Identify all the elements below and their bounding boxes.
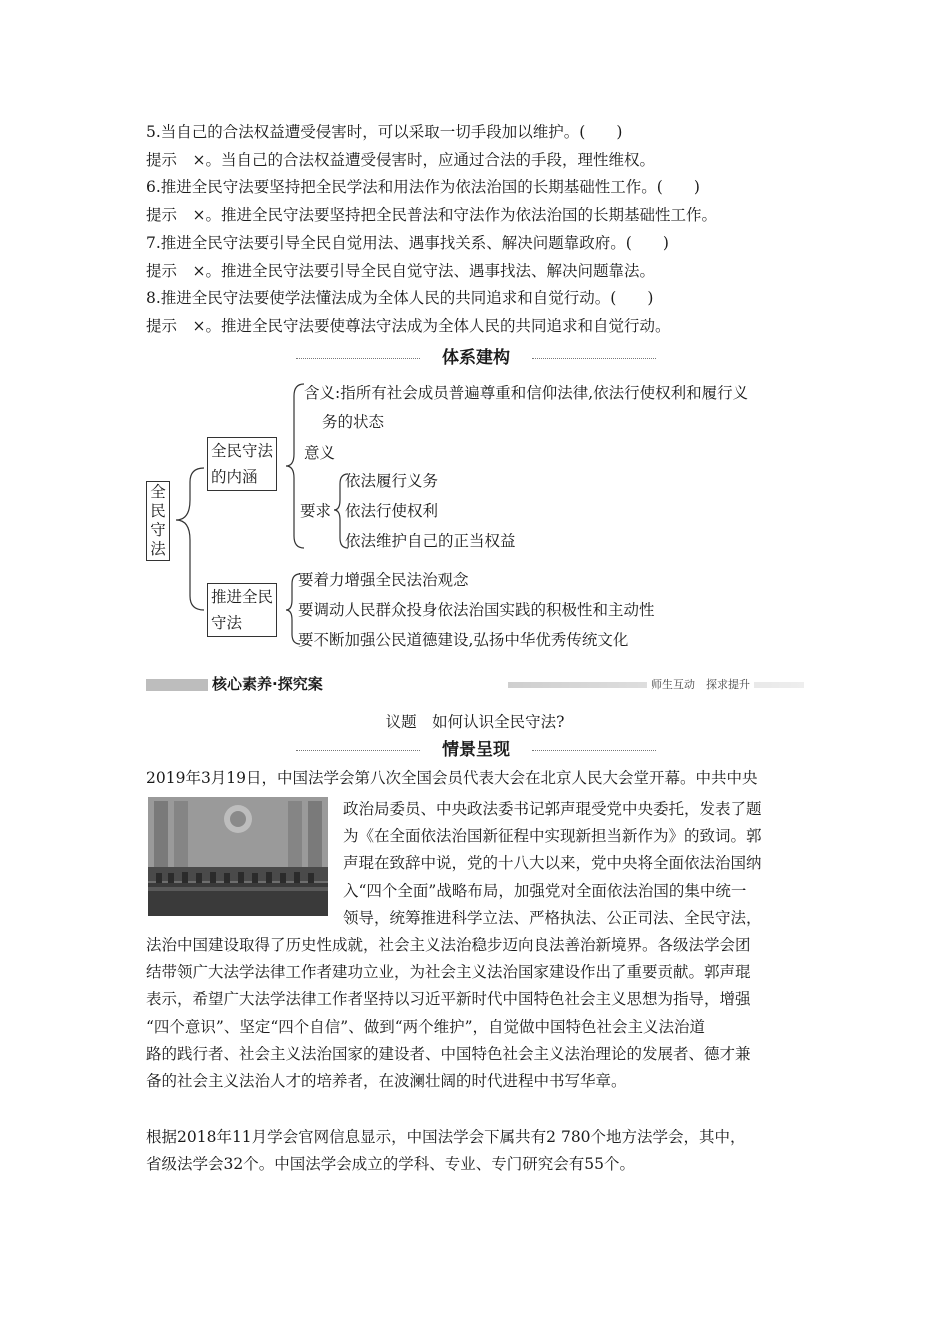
root-node: 全民守法 — [146, 481, 170, 561]
banner-right: 师生互动 探求提升 — [647, 677, 754, 693]
scene-line: 政治局委员、中央政法委书记郭声琨受党中央委托，发表了题 — [343, 800, 762, 818]
question-8: 8.推进全民守法要使学法懂法成为全体人民的共同追求和自觉行动。( ) — [146, 289, 654, 307]
scene-line: 入“四个全面”战略布局，加强党对全面依法治国的集中统一 — [343, 881, 747, 900]
meaning-text-line1: 含义:指所有社会成员普遍尊重和信仰法律,依法行使权利和履行义 — [304, 384, 749, 402]
scene-line: 声琨在致辞中说，党的十八大以来，党中央将全面依法治国纳 — [343, 854, 762, 873]
node-promote-line2: 守法 — [211, 614, 243, 632]
significance-label: 意义 — [304, 444, 336, 462]
requirements-label: 要求 — [300, 502, 332, 520]
scene-line: 领导，统筹推进科学立法、严格执法、公正司法、全民守法， — [343, 908, 762, 927]
scene-line: 为《在全面依法治国新征程中实现新担当新作为》的致词。郭 — [343, 827, 762, 846]
hint-5: 提示 ×。当自己的合法权益遭受侵害时，应通过合法的手段，理性维权。 — [146, 151, 655, 169]
node-promote — [207, 583, 277, 637]
requirement-item: 依法行使权利 — [345, 502, 439, 520]
scene-first-line: 2019年3月19日，中国法学会第八次全国会员代表大会在北京人民大会堂开幕。中共中央 — [146, 769, 758, 787]
scene-title-text: 情景呈现 — [442, 740, 510, 760]
stats-line: 省级法学会32个。中国法学会成立的学科、专业、专门研究会有55个。 — [146, 1155, 635, 1174]
hint-6: 提示 ×。推进全民守法要坚持把全民普法和守法作为依法治国的长期基础性工作。 — [146, 206, 717, 224]
topic-title: 议题 如何认识全民守法? — [385, 713, 565, 731]
scene-line: 表示，希望广大法学法律工作者坚持以习近平新时代中国特色社会主义思想为指导，增强 — [146, 990, 751, 1009]
section-banner — [146, 677, 814, 693]
scene-title — [296, 738, 656, 762]
hint-7: 提示 ×。推进全民守法要引导全民自觉守法、遇事找法、解决问题靠法。 — [146, 262, 655, 280]
system-title-text: 体系建构 — [442, 348, 510, 368]
scene-wrapped-text — [343, 796, 762, 932]
question-6: 6.推进全民守法要坚持把全民学法和用法作为依法治国的长期基础性工作。( ) — [146, 178, 700, 196]
question-5: 5.当自己的合法权益遭受侵害时，可以采取一切手段加以维护。( ) — [146, 123, 623, 141]
stats-line: 根据2018年11月学会官网信息显示，中国法学会下属共有2 780个地方法学会，其中， — [146, 1128, 746, 1146]
scene-line: 路的践行者、社会主义法治国家的建设者、中国特色社会主义法治理论的发展者、德才兼 — [146, 1044, 751, 1063]
node-connotation-line1: 全民守法 — [211, 442, 274, 460]
scene-full-text — [146, 932, 751, 1095]
hint-8: 提示 ×。推进全民守法要使尊法守法成为全体人民的共同追求和自觉行动。 — [146, 317, 671, 335]
promote-item: 要不断加强公民道德建设,弘扬中华优秀传统文化 — [298, 631, 629, 649]
node-promote-line1: 推进全民 — [211, 588, 274, 606]
node-connotation — [207, 437, 277, 491]
banner-title: 核心素养·探究案 — [212, 675, 323, 693]
scene-line: 备的社会主义法治人才的培养者，在波澜壮阔的时代进程中书写华章。 — [146, 1072, 627, 1091]
promote-item: 要调动人民群众投身依法治国实践的积极性和主动性 — [298, 601, 655, 619]
scene-line: “四个意识”、坚定“四个自信”、做到“两个维护”，自觉做中国特色社会主义法治道 — [146, 1017, 706, 1036]
node-connotation-line2: 的内涵 — [211, 468, 258, 486]
promote-item: 要着力增强全民法治观念 — [298, 571, 469, 589]
conference-photo — [148, 797, 328, 916]
scene-stats — [146, 1124, 746, 1178]
question-7: 7.推进全民守法要引导全民自觉用法、遇事找关系、解决问题靠政府。( ) — [146, 234, 669, 252]
requirement-item: 依法维护自己的正当权益 — [345, 532, 516, 550]
scene-line: 法治中国建设取得了历史性成就，社会主义法治稳步迈向良法善治新境界。各级法学会团 — [146, 936, 751, 954]
scene-line: 结带领广大法学法律工作者建功立业，为社会主义法治国家建设作出了重要贡献。郭声琨 — [146, 963, 751, 982]
requirement-item: 依法履行义务 — [345, 472, 439, 490]
meaning-text-line2: 务的状态 — [322, 413, 385, 431]
